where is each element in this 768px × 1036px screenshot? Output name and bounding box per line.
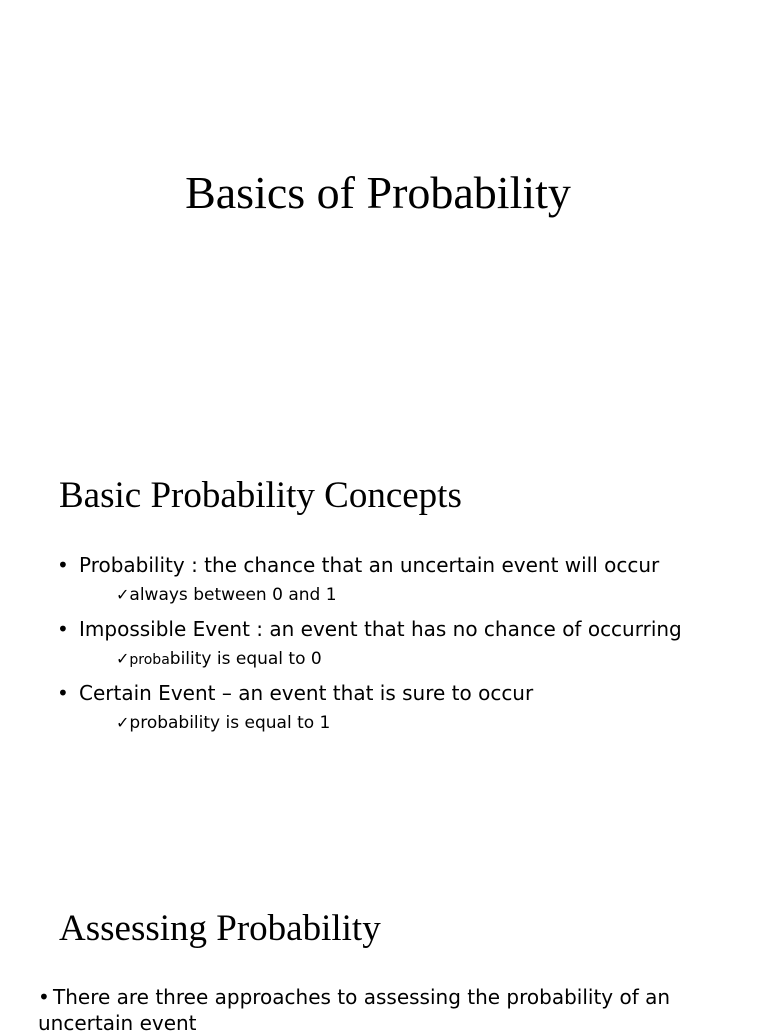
checkmark-icon: ✓ <box>116 713 130 732</box>
checkmark-icon: ✓ <box>116 649 130 668</box>
section-heading-assessing: Assessing Probability <box>59 908 381 949</box>
sub-bullet-impossible-event <box>116 648 322 671</box>
slide-title: Basics of Probability <box>185 167 571 218</box>
bullet-probability <box>57 552 659 578</box>
sub-bullet-text: always between 0 and 1 <box>129 585 337 605</box>
section-heading-concepts: Basic Probability Concepts <box>59 475 462 516</box>
bullet-text: Certain Event – an event that is sure to occur <box>79 681 534 705</box>
bullet-text: Probability : the chance that an uncertain event will occur <box>79 553 660 577</box>
sub-bullet-text: bility is equal to 0 <box>169 649 322 669</box>
bullet-icon: • <box>57 553 69 577</box>
sub-bullet-certain-event <box>116 712 330 734</box>
bullet-certain-event <box>57 680 533 706</box>
sub-bullet-probability <box>116 584 337 606</box>
checkmark-icon: ✓ <box>116 585 130 604</box>
bullet-text: There are three approaches to assessing the probability of an uncertain event <box>38 985 671 1035</box>
bullet-approaches <box>38 984 738 1036</box>
sub-bullet-text: probability is equal to 1 <box>129 713 331 733</box>
bullet-icon: • <box>38 985 50 1009</box>
bullet-text: Impossible Event : an event that has no chance of occurring <box>79 617 682 641</box>
bullet-icon: • <box>57 681 69 705</box>
bullet-icon: • <box>57 617 69 641</box>
sub-bullet-text-prefix: proba <box>129 652 170 668</box>
bullet-impossible-event <box>57 616 682 642</box>
